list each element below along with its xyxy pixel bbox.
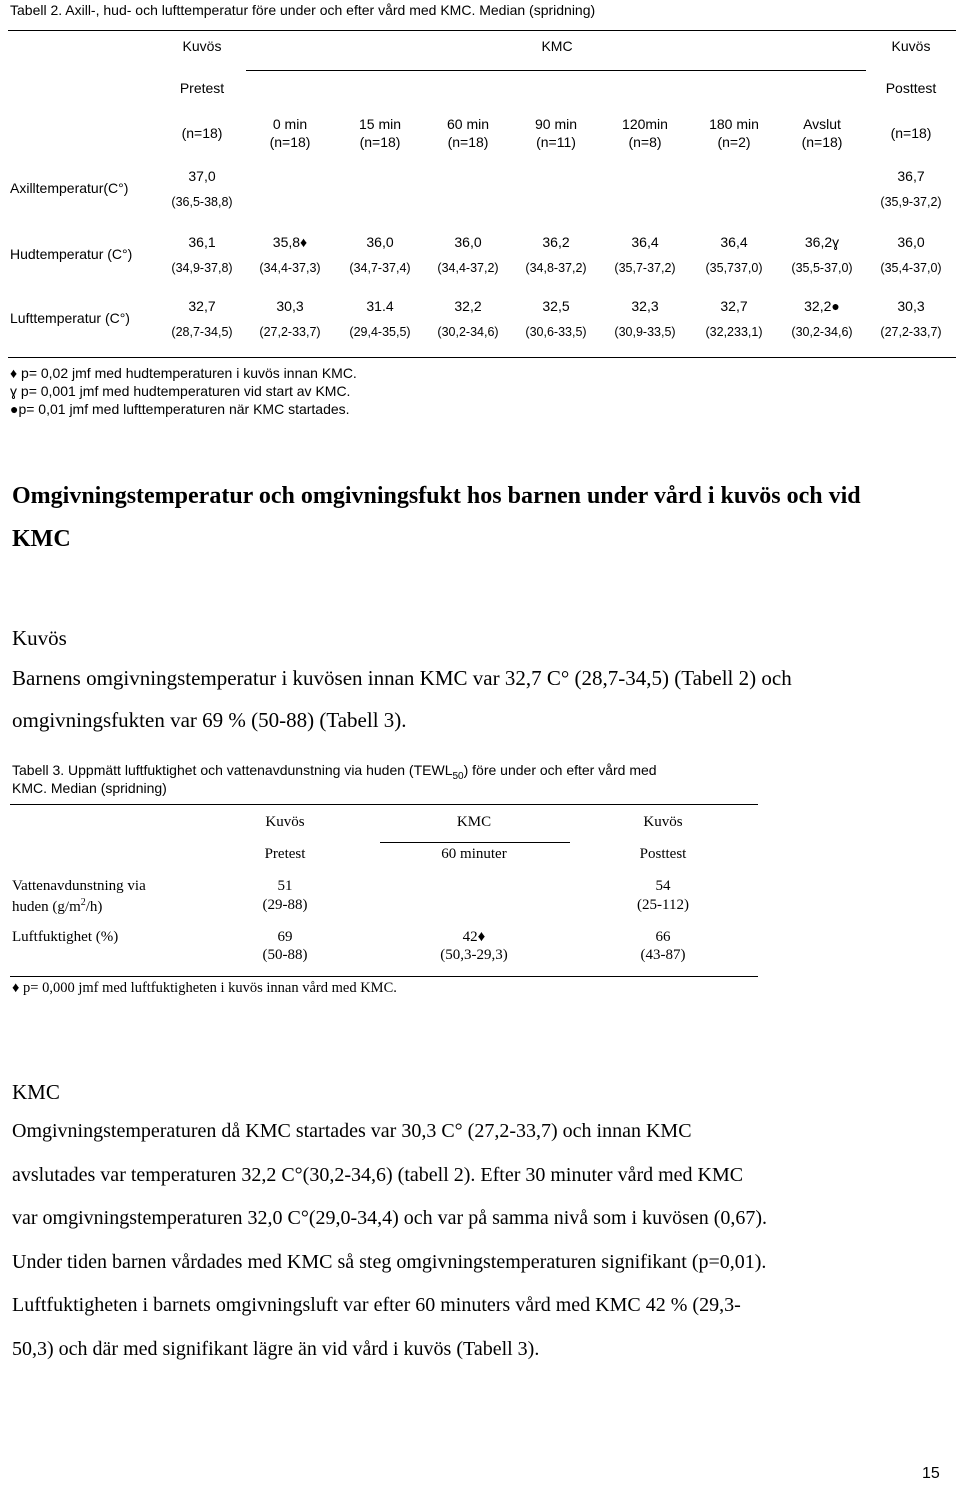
- table2-cell-value: 37,0: [188, 168, 216, 184]
- table2-cell-value: 36,4: [631, 234, 659, 250]
- table3-caption-cont: KMC. Median (spridning): [12, 780, 167, 796]
- table2-cell-value: 32,7: [720, 298, 748, 314]
- table2-cell-value: 36,7: [897, 168, 925, 184]
- table2-col-header: 0 min: [272, 116, 308, 132]
- table2-col-header-n: (n=18): [801, 134, 843, 150]
- paragraph-line: avslutades var temperaturen 32,2 C°(30,2-34,6) (tabell 2). Efter 30 minuter vård med KMC: [12, 1163, 744, 1186]
- table2-cell-value: 35,8♦: [272, 234, 308, 250]
- paragraph-line: Under tiden barnen vårdades med KMC så steg omgivningstemperaturen signifikant (p=0,01).: [12, 1250, 767, 1273]
- table2-footnote: ●p= 0,01 jmf med lufttemperaturen när KMC startades.: [10, 401, 350, 417]
- table2-row-label: Lufttemperatur (C°): [10, 310, 130, 326]
- table2-cell-value: 36,4: [720, 234, 748, 250]
- table2-cell-range: (34,8-37,2): [525, 261, 587, 275]
- table2-cell-value: 32,2: [454, 298, 482, 314]
- table3-caption: Tabell 3. Uppmätt luftfuktighet och vattenavdunstning via huden $(TEWL_{50})$ före under och efter vård med: [12, 762, 657, 782]
- table2-group-left: Kuvös: [182, 38, 222, 54]
- table2-row-label: Axilltemperatur(C°): [10, 180, 129, 196]
- table2-cell-value: 36,0: [454, 234, 482, 250]
- table3-kmc-rule: [380, 842, 570, 843]
- table3-bottom-rule: [10, 976, 758, 977]
- table2-cell-range: (30,6-33,5): [525, 325, 587, 339]
- table2-cell-value: 36,0: [366, 234, 394, 250]
- table2-group-right: Kuvös: [891, 38, 931, 54]
- table2-col-header-n: (n=11): [536, 134, 576, 150]
- table2-col-header-n: (n=8): [628, 134, 662, 150]
- table3-cell: (50-88): [262, 947, 308, 963]
- paragraph-line: 50,3) och där med signifikant lägre än vid vård i kuvös (Tabell 3).: [12, 1337, 540, 1360]
- table2-cell-range: (35,737,0): [705, 261, 763, 275]
- table2-cell-range: (34,9-37,8): [171, 261, 233, 275]
- table2-cell-range: (27,2-33,7): [259, 325, 321, 339]
- table2-col-header-n: (n=2): [717, 134, 751, 150]
- section-heading-cont: KMC: [12, 526, 71, 552]
- table2-col-header: 120min: [622, 116, 668, 132]
- table3-sub-left: Pretest: [264, 846, 306, 862]
- table2-posttest: Posttest: [885, 80, 937, 96]
- table3-group-right: Kuvös: [643, 814, 683, 830]
- table2-cell-value: 31.4: [366, 298, 394, 314]
- table2-col-header: 60 min: [446, 116, 490, 132]
- paragraph-line: Barnens omgivningstemperatur i kuvösen innan KMC var 32,7 C° (28,7-34,5) (Tabell 2) och: [12, 666, 792, 690]
- table3-group-mid: KMC: [456, 814, 492, 830]
- table3-cell: 66: [655, 929, 671, 945]
- table3-group-left: Kuvös: [265, 814, 305, 830]
- table2-cell-value: 32,7: [188, 298, 216, 314]
- table2-cell-value: 32,2●: [804, 298, 840, 314]
- table2-footnote: ♦ p= 0,02 jmf med hudtemperaturen i kuvös innan KMC.: [10, 365, 357, 381]
- table2-cell-range: (35,5-37,0): [791, 261, 853, 275]
- table3-sub-mid: 60 minuter: [441, 846, 507, 862]
- table3-top-rule: [10, 804, 758, 805]
- table2-caption: Tabell 2. Axill-, hud- och lufttemperatur före under och efter vård med KMC. Median (spridning): [10, 2, 596, 18]
- table2-bottom-rule: [8, 357, 956, 358]
- table2-cell-value: 36,2ɣ: [804, 234, 840, 250]
- table2-cell-range: (34,4-37,3): [259, 261, 321, 275]
- table2-cell-range: (34,4-37,2): [437, 261, 499, 275]
- table2-kmc-rule: [246, 70, 866, 71]
- table2-col-header-n: (n=18): [447, 134, 489, 150]
- table2-cell-range: (28,7-34,5): [171, 325, 233, 339]
- table3-cell: 51: [277, 878, 293, 894]
- table3-row-label: Luftfuktighet (%): [12, 929, 119, 945]
- table3-cell: (29-88): [262, 897, 308, 913]
- table2-cell-range: (30,9-33,5): [614, 325, 676, 339]
- table2-col-header: 180 min: [709, 116, 759, 132]
- paragraph-line: Luftfuktigheten i barnets omgivningsluft var efter 60 minuters vård med KMC 42 % (29,3-: [12, 1294, 741, 1316]
- table2-row-label: Hudtemperatur (C°): [10, 246, 133, 262]
- table2-cell-value: 32,5: [542, 298, 570, 314]
- table2-cell-range: (29,4-35,5): [349, 325, 411, 339]
- table2-cell-value: 30,3: [897, 298, 925, 314]
- table2-col-header: (n=18): [890, 125, 932, 141]
- table2-cell-range: (35,9-37,2): [880, 195, 942, 209]
- page-number: 15: [922, 1465, 940, 1482]
- paragraph-line: Omgivningstemperaturen då KMC startades var 30,3 C° (27,2-33,7) och innan KMC: [12, 1120, 692, 1142]
- table2-cell-value: 36,2: [542, 234, 570, 250]
- table2-footnote: ɣ p= 0,001 jmf med hudtemperaturen vid start av KMC.: [10, 383, 351, 399]
- table2-cell-range: (30,2-34,6): [791, 325, 853, 339]
- table2-cell-value: 36,1: [188, 234, 216, 250]
- table2-col-header: Avslut: [803, 116, 841, 132]
- subheading-kuvos: Kuvös: [12, 626, 67, 650]
- table2-group-mid: KMC: [541, 38, 573, 54]
- table2-col-header-n: (n=18): [359, 134, 401, 150]
- table2-cell-range: (35,7-37,2): [614, 261, 676, 275]
- table3-row-label-cont: huden $(g/m^2/h)$: [12, 897, 103, 915]
- table2-cell-value: 36,0: [897, 234, 925, 250]
- table3-cell: (50,3-29,3): [440, 947, 508, 963]
- paragraph-line: var omgivningstemperaturen 32,0 C°(29,0-34,4) och var på samma nivå som i kuvösen (0,67).: [12, 1207, 768, 1229]
- subheading-kmc: KMC: [12, 1080, 60, 1104]
- table2-top-rule: [8, 30, 956, 31]
- table2-cell-value: 30,3: [276, 298, 304, 314]
- paragraph-line: omgivningsfukten var 69 % (50-88) (Tabell 3).: [12, 708, 407, 732]
- table3-footnote: ♦ p= 0,000 jmf med luftfuktigheten i kuvös innan vård med KMC.: [12, 980, 397, 996]
- table2-cell-range: (27,2-33,7): [880, 325, 942, 339]
- table3-cell: 54: [655, 878, 671, 894]
- table2-col-header-n: (n=18): [269, 134, 311, 150]
- table2-cell-range: (34,7-37,4): [349, 261, 411, 275]
- table3-sub-right: Posttest: [639, 846, 687, 862]
- table3-row-label: Vattenavdunstning via: [12, 878, 146, 894]
- section-heading: Omgivningstemperatur och omgivningsfukt hos barnen under vård i kuvös och vid: [12, 483, 861, 509]
- table2-col-header: 15 min: [358, 116, 402, 132]
- table2-cell-range: (32,233,1): [705, 325, 763, 339]
- table2-pretest: Pretest: [179, 80, 225, 96]
- table2-col-header: 90 min: [534, 116, 578, 132]
- table2-cell-range: (30,2-34,6): [437, 325, 499, 339]
- table3-cell: (43-87): [640, 947, 686, 963]
- table2-cell-value: 32,3: [631, 298, 659, 314]
- table2-cell-range: (35,4-37,0): [880, 261, 942, 275]
- table3-cell: 69: [277, 929, 293, 945]
- table2-col-header: (n=18): [181, 125, 223, 141]
- table3-cell: 42♦: [462, 929, 486, 945]
- table3-cell: (25-112): [637, 897, 689, 913]
- table2-cell-range: (36,5-38,8): [171, 195, 233, 209]
